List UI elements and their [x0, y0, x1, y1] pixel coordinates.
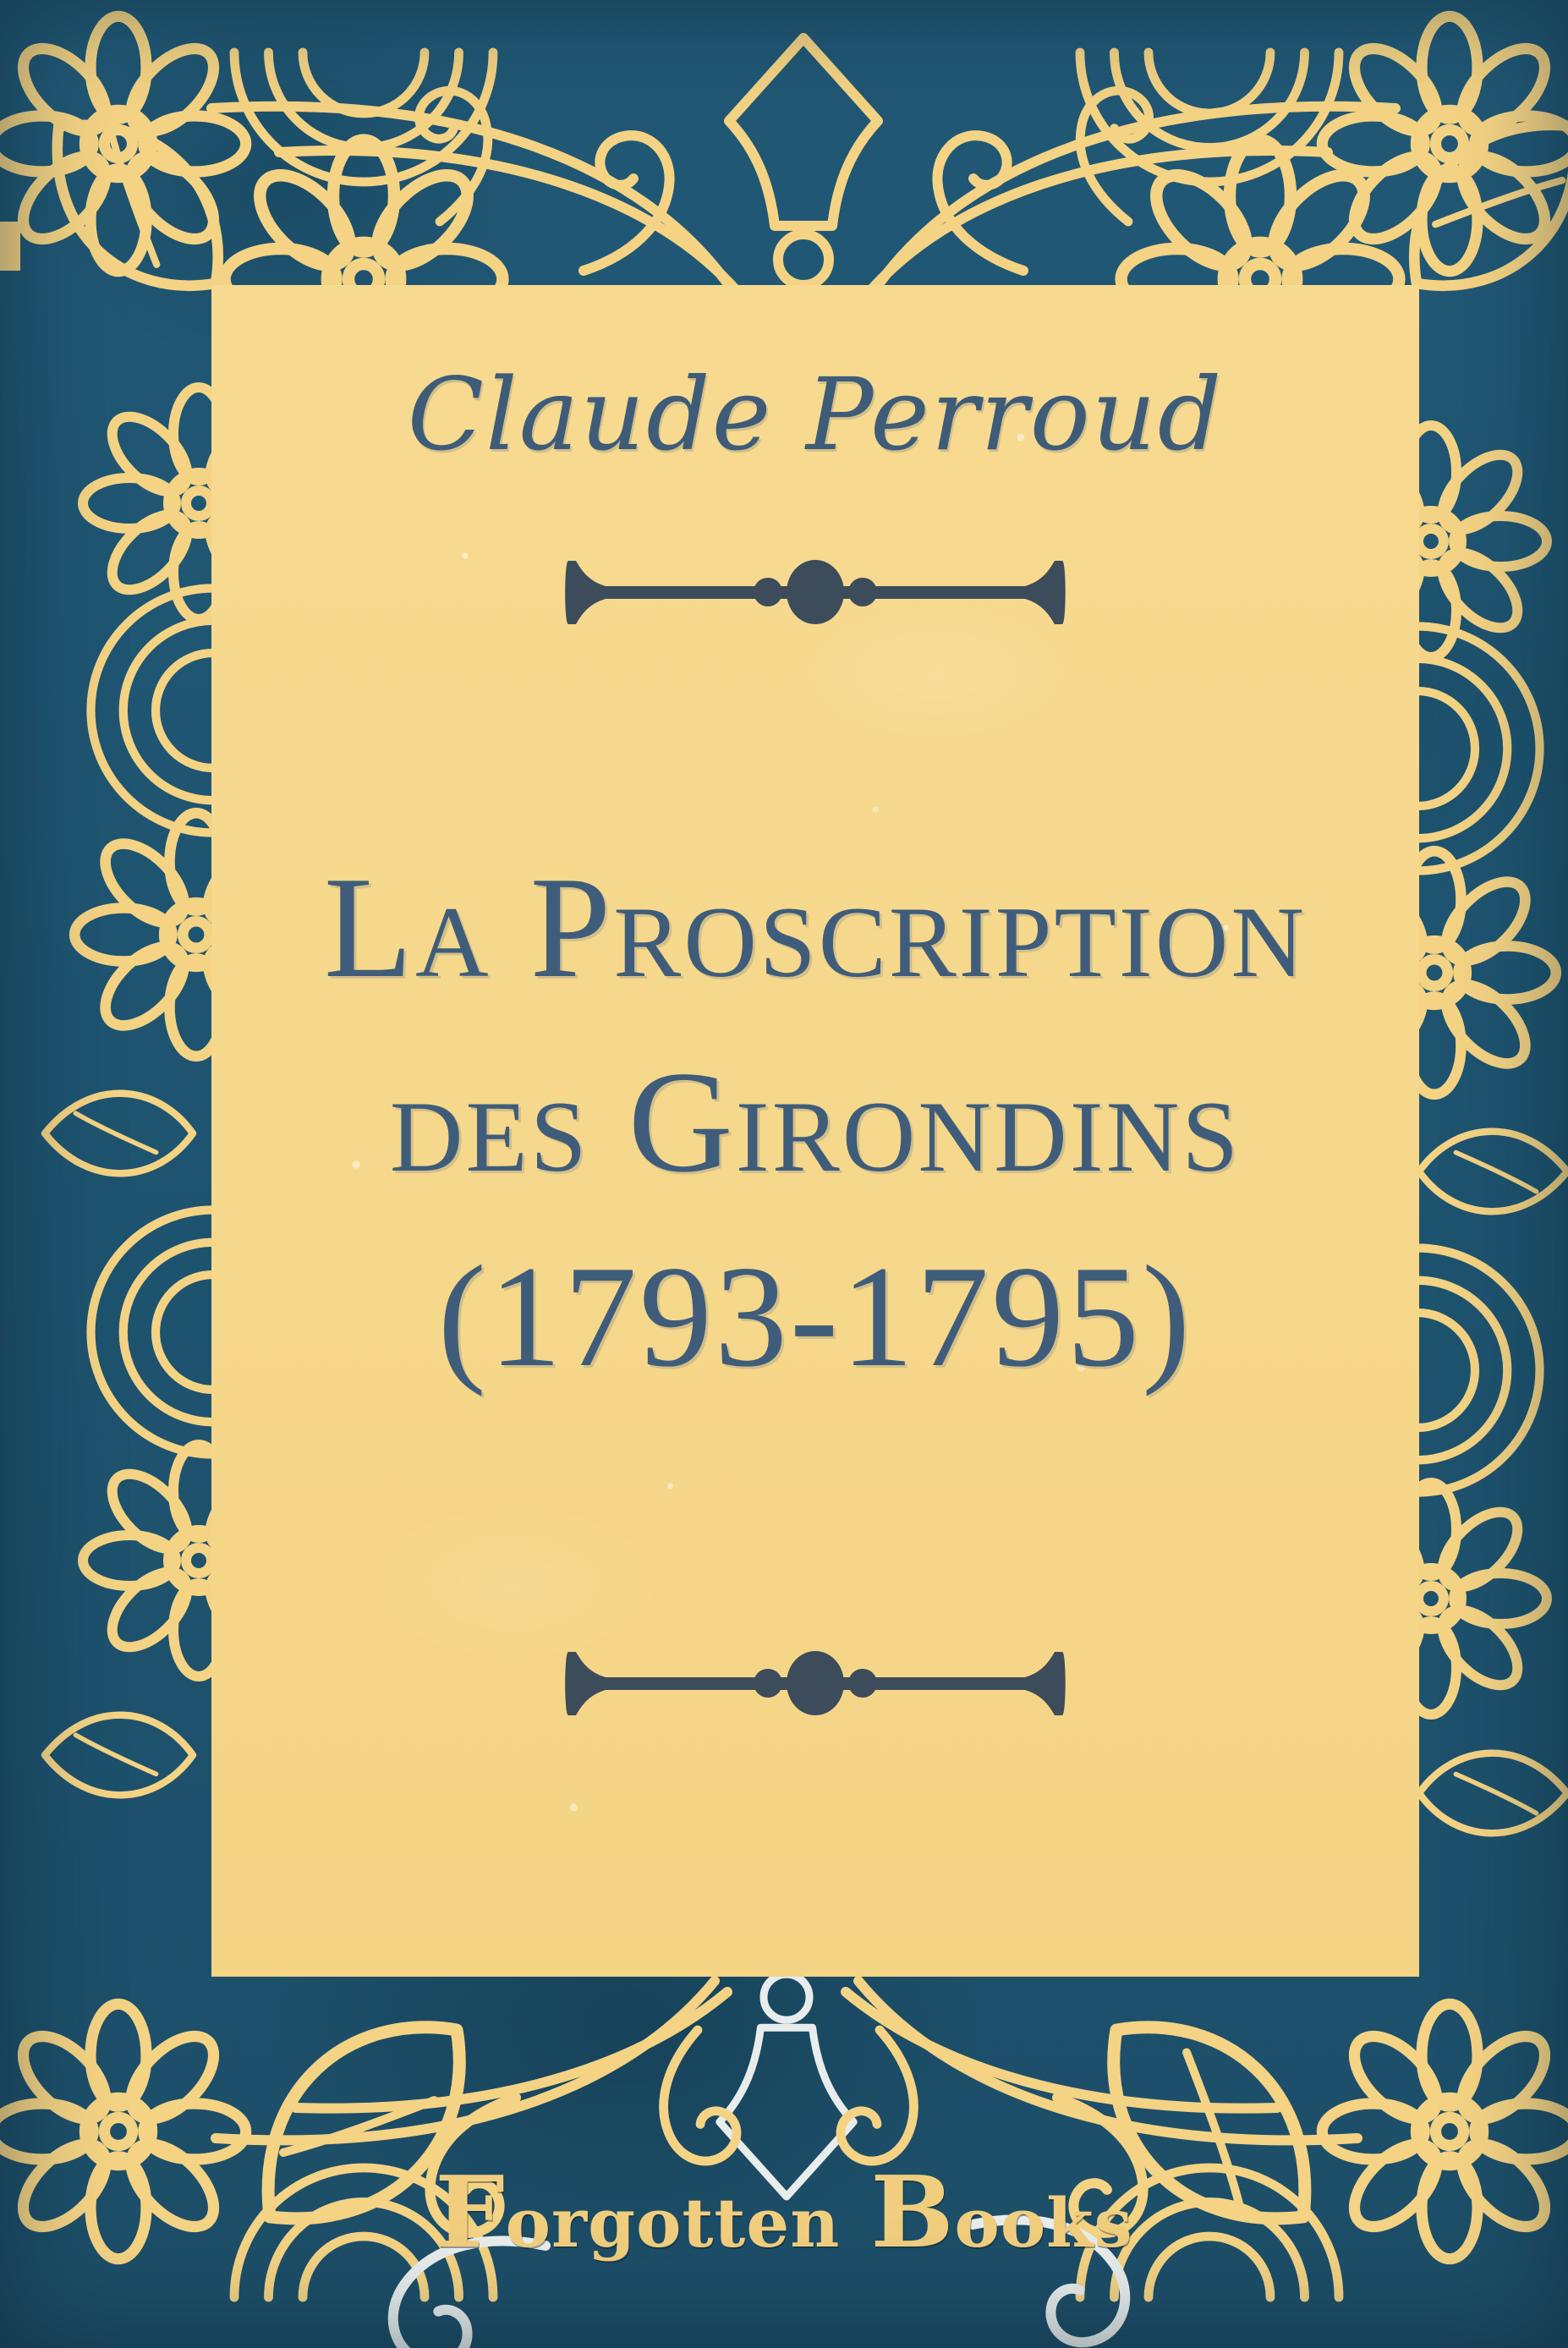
title-line-3: (1793-1795): [437, 1237, 1193, 1397]
title-line-2: des Girondins: [389, 1042, 1242, 1203]
publisher-logo: [0, 2155, 1568, 2270]
divider-ornament-top: [553, 554, 1077, 630]
book-title: [211, 831, 1419, 1414]
title-panel: [211, 285, 1419, 1977]
author-name: Claude Perroud: [407, 356, 1224, 473]
divider-ornament-bottom: [553, 1645, 1077, 1721]
publisher-word-forgotten: Forgotten: [435, 2155, 841, 2270]
publisher-word-books: Books: [870, 2155, 1133, 2270]
title-line-1: La Proscription: [323, 848, 1308, 1008]
